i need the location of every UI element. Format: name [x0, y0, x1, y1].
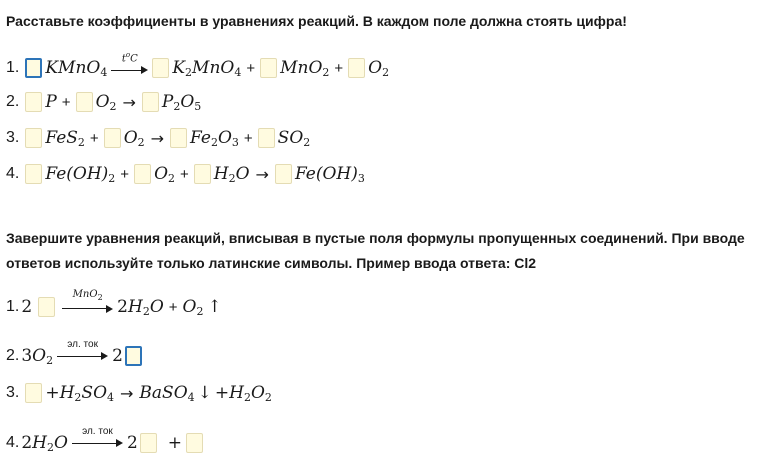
formula-baso4: BaSO$_4$: [139, 382, 195, 404]
coefficient: 2: [21, 433, 33, 453]
coef-input-fe2o3[interactable]: [170, 128, 187, 148]
formula-kmno4: KMnO$_4$: [45, 57, 108, 79]
formula-p2o5: $P_2O_5$: [161, 91, 202, 113]
task2-instruction-line2: ответов используйте только латинские символы. Пример ввода ответа: Cl2: [6, 255, 537, 271]
reaction-arrow-electric: [72, 426, 123, 448]
coef-input-o2[interactable]: [348, 58, 365, 78]
gas-arrow: ↑: [207, 297, 222, 317]
reaction-arrow: →: [122, 92, 136, 112]
task2-equation-3: [6, 380, 272, 406]
task1-equation-1: [6, 50, 390, 81]
plus-sign: +: [167, 433, 183, 453]
plus-sign: +: [61, 93, 71, 111]
coef-input-o2[interactable]: [104, 128, 121, 148]
equation-number: 2.: [6, 93, 20, 110]
coef-input-p2o5[interactable]: [142, 92, 159, 112]
coefficient: 2: [117, 297, 128, 317]
task2-equation-4: [6, 426, 206, 456]
task1-equation-2: [6, 89, 201, 115]
coefficient: 2: [112, 346, 123, 366]
plus-sign: +: [246, 59, 256, 77]
equation-number: 1.: [6, 59, 20, 76]
equation-number: 4.: [6, 165, 20, 182]
coefficient: 2: [21, 297, 33, 317]
coef-input-feoh2[interactable]: [25, 164, 42, 184]
arrow-label-electric: эл. ток: [67, 339, 98, 350]
task1-equation-4: [6, 161, 365, 187]
formula-fes2: FeS$_2$: [45, 127, 85, 149]
arrow-label-electric: эл. ток: [82, 426, 113, 437]
formula-feoh2: $Fe(OH)_2$: [45, 163, 116, 185]
equation-number: 2.: [6, 347, 20, 364]
formula-o2: $O_2$: [123, 127, 145, 149]
plus-sign: +: [168, 298, 178, 316]
coef-input-feoh3[interactable]: [275, 164, 292, 184]
task2-instruction-line1: Завершите уравнения реакций, вписывая в пустые поля формулы пропущенных соединений. При вводе: [6, 230, 745, 246]
formula-feoh3: $Fe(OH)_3$: [294, 163, 365, 185]
formula-input-reactant[interactable]: [25, 383, 42, 403]
formula-h2o: $H_2O$: [213, 163, 250, 185]
coef-input-h2o[interactable]: [194, 164, 211, 184]
coef-input-p[interactable]: [25, 92, 42, 112]
formula-h2o2: $H_2O_2$: [229, 382, 272, 404]
plus-sign: +: [243, 129, 253, 147]
formula-o2: $O_2$: [32, 345, 54, 367]
task2-equation-2: [6, 339, 145, 369]
formula-o2: $O_2$: [95, 91, 117, 113]
coefficient: 3: [21, 346, 33, 366]
coef-input-o2[interactable]: [76, 92, 93, 112]
plus-sign: +: [334, 59, 344, 77]
plus-sign: +: [180, 165, 189, 183]
formula-o2: $O_2$: [368, 57, 390, 79]
plus-sign: +: [120, 165, 130, 183]
equation-number: 3.: [6, 384, 20, 401]
equation-number: 1.: [6, 298, 20, 315]
task1-equation-3: [6, 125, 310, 151]
formula-h2so4: $H_2SO_4$: [59, 382, 115, 404]
coef-input-o2[interactable]: [134, 164, 151, 184]
arrow-label-heat: $t^oC$: [121, 50, 138, 65]
formula-input-product[interactable]: [125, 346, 142, 366]
equation-number: 3.: [6, 129, 20, 146]
reaction-arrow: →: [150, 128, 165, 148]
formula-input-product-1[interactable]: [140, 433, 157, 453]
formula-input-reactant[interactable]: [38, 297, 55, 317]
formula-p: P: [45, 92, 57, 112]
formula-o2: $O_2$: [182, 296, 204, 318]
coefficient: 2: [126, 433, 138, 453]
reaction-arrow-heat: [111, 49, 148, 75]
plus-sign: +: [89, 129, 99, 147]
plus-sign: +: [45, 383, 60, 403]
formula-so2: $SO_2$: [277, 127, 311, 149]
precipitate-arrow: ↓: [197, 383, 212, 403]
coef-input-kmno4[interactable]: [25, 58, 42, 78]
reaction-arrow-electric: [57, 339, 108, 361]
formula-input-product-2[interactable]: [186, 433, 203, 453]
task2-equation-1: [6, 288, 222, 320]
formula-h2o: $H_2O$: [32, 432, 68, 454]
coef-input-fes2[interactable]: [25, 128, 42, 148]
formula-h2o: $H_2O$: [128, 296, 164, 318]
formula-k2mno4: $K_2MnO_4$: [172, 57, 242, 79]
reaction-arrow: →: [120, 383, 134, 403]
equation-number: 4.: [6, 434, 20, 451]
reaction-arrow: →: [255, 164, 269, 184]
formula-mno2: MnO$_2$: [280, 57, 330, 79]
formula-o2: $O_2$: [154, 163, 175, 185]
plus-sign: +: [214, 383, 230, 403]
coef-input-mno2[interactable]: [260, 58, 277, 78]
task1-instruction: Расставьте коэффициенты в уравнениях реакций. В каждом поле должна стоять цифра!: [6, 13, 627, 29]
coef-input-so2[interactable]: [258, 128, 275, 148]
formula-fe2o3: $Fe_2O_3$: [190, 127, 239, 149]
reaction-arrow-catalyst: [62, 289, 113, 314]
arrow-label-catalyst: MnO$_2$: [72, 288, 103, 302]
coef-input-k2mno4[interactable]: [152, 58, 169, 78]
